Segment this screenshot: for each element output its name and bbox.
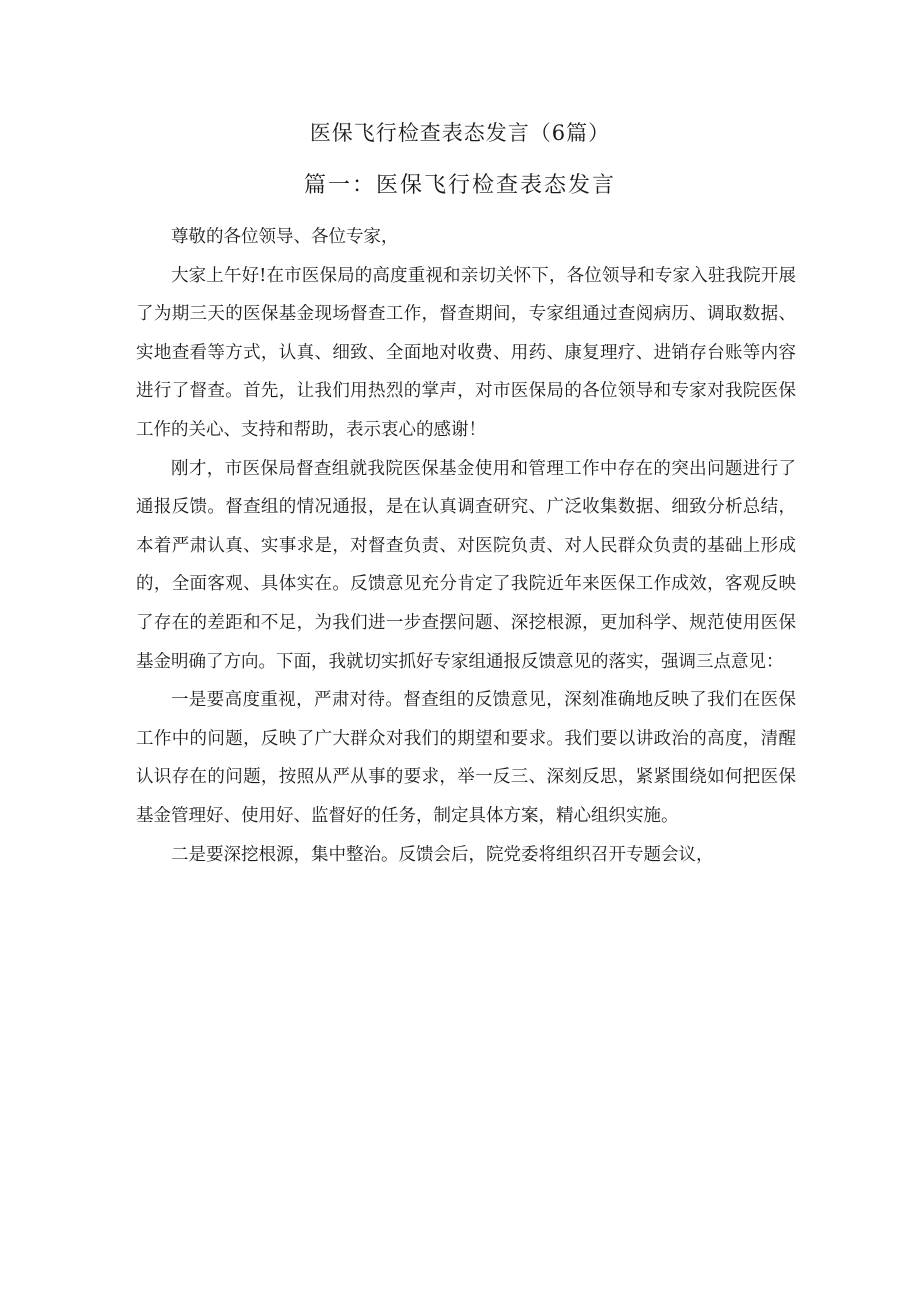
section-title: 篇一：医保飞行检查表态发言 [303, 173, 616, 198]
paragraph-greeting: 大家上午好!在市医保局的高度重视和亲切关怀下，各位领导和专家入驻我院开展了为期三天的医保基金现场督查工作，督查期间，专家组通过查阅病历、调取数据、实地查看等方式，认真、细致、全面地对收费、用药、康复理疗、进销存台账等内容进行了督查。首先，让我们用热烈的掌声，对市医保局的各位领导和专家对我院医保工作的关心、支持和帮助，表示衷心的感谢！ [136, 265, 796, 440]
document-body [136, 218, 796, 874]
salutation: 尊敬的各位领导、各位专家， [171, 227, 399, 247]
paragraph-point-two: 二是要深挖根源，集中整治。反馈会后，院党委将组织召开专题会议， [171, 844, 714, 865]
document-title: 医保飞行检查表态发言（6篇） [309, 121, 611, 145]
paragraph-feedback: 刚才，市医保局督查组就我院医保基金使用和管理工作中存在的突出问题进行了通报反馈。督查组的情况通报，是在认真调查研究、广泛收集数据、细致分析总结，本着严肃认真、实事求是，对督查负责、对医院负责、对人民群众负责的基础上形成的，全面客观、具体实在。反馈意见充分肯定了我院近年来医保工作成效，客观反映了存在的差距和不足，为我们进一步查摆问题、深挖根源，更加科学、规范使用医保基金明确了方向。下面，我就切实抓好专家组通报反馈意见的落实，强调三点意见： [136, 458, 796, 672]
paragraph-point-one: 一是要高度重视，严肃对待。督查组的反馈意见，深刻准确地反映了我们在医保工作中的问题，反映了广大群众对我们的期望和要求。我们要以讲政治的高度，清醒认识存在的问题，按照从严从事的要求，举一反三、深刻反思，紧紧围绕如何把医保基金管理好、使用好、监督好的任务，制定具体方案，精心组织实施。 [136, 690, 796, 826]
